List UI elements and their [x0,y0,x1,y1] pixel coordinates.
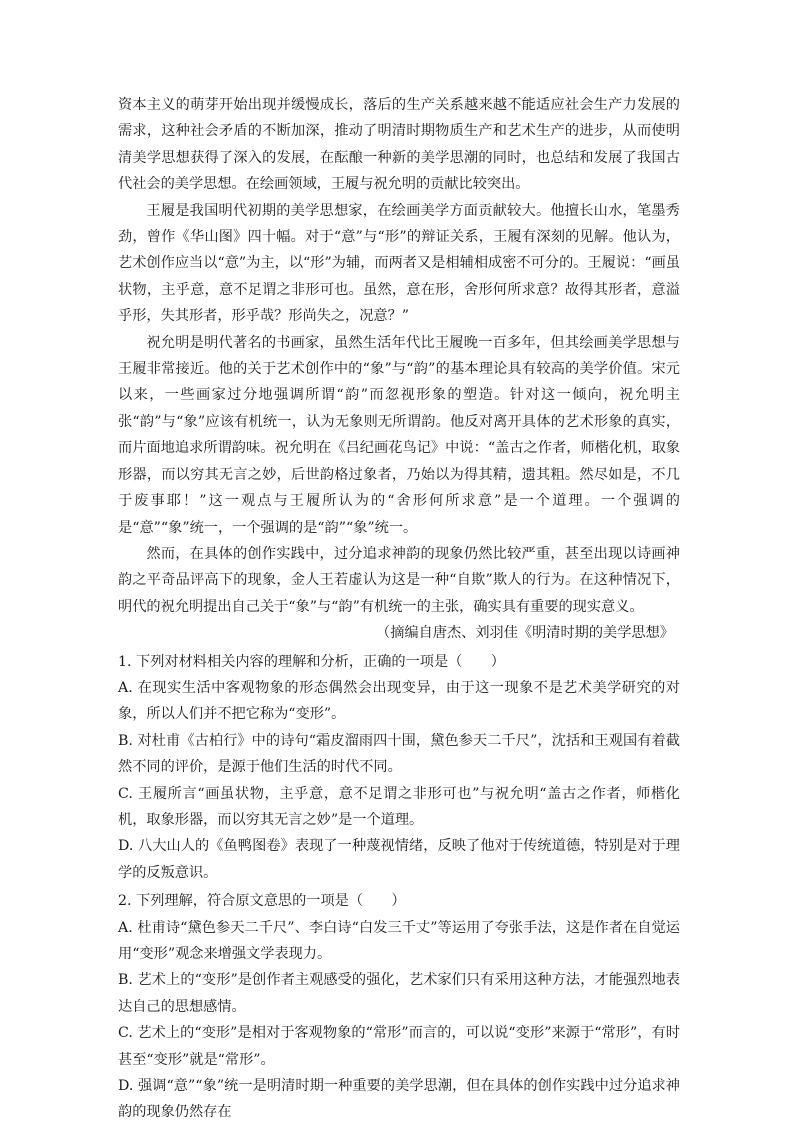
option-b: B. 对杜甫《古柏行》中的诗句“霜皮溜雨四十围，黛色参天二千尺”，沈括和王观国有着截然不同的评价，是源于他们生活的时代不同。 [118,732,680,776]
question-1 [118,649,680,887]
question-title: 1. 下列对材料相关内容的理解和分析，正确的一项是（ ） [118,653,505,670]
article-paragraph: 然而，在具体的创作实践中，过分追求神韵的现象仍然比较严重，甚至出现以诗画神韵之平奇品评高下的现象，金人王若虚认为这是一种“自欺”欺人的行为。在这种情况下，明代的祝允明提出自己关于“象”与“韵”有机统一的主张，确实具有重要的现实意义。 [118,545,680,615]
source-citation: （摘编自唐杰、刘羽佳《明清时期的美学思想》 [376,625,674,642]
article-paragraph: 王履是我国明代初期的美学思想家，在绘画美学方面贡献较大。他擅长山水，笔墨秀劲，曾作《华山图》四十幅。对于“意”与“形”的辩证关系，王履有深刻的见解。他认为，艺术创作应当以“意”为主，以“形”为辅，而两者又是相辅相成密不可分的。王履说：“画虽状物，主乎意，意不足谓之非形可也。虽然，意在形，舍形何所求意？故得其形者，意溢乎形，失其形者，形乎哉？形尚失之，况意？” [118,202,680,325]
option-a: A. 杜甫诗“黛色参天二千尺”、李白诗“白发三千丈”等运用了夸张手法，这是作者在自觉运用“变形”观念来增强文学表现力。 [118,919,680,962]
question-title: 2. 下列理解，符合原文意思的一项是（ ） [118,893,406,910]
option-d: D. 强调“意”“象”统一是明清时期一种重要的美学思潮，但在具体的创作实践中过分追求神韵的现象仍然存在 [118,1078,680,1121]
option-c: C. 王履所言“画虽状物，主乎意，意不足谓之非形可也”与祝允明“盖古之作者，师楷化机，取象形器，而以穷其无言之妙”是一个道理。 [118,785,680,828]
option-d: D. 八大山人的《鱼鸭图卷》表现了一种蔑视情绪，反映了他对于传统道德，特别是对于理学的反叛意识。 [118,838,680,881]
document-page [118,92,680,1126]
option-b: B. 艺术上的“变形”是创作者主观感受的强化，艺术家们只有采用这种方法，才能强烈地表达自己的思想感情。 [118,972,680,1015]
question-2 [118,888,680,1126]
option-a: A. 在现实生活中客观物象的形态偶然会出现变异，由于这一现象不是艺术美学研究的对象，所以人们并不把它称为“变形”。 [118,679,680,723]
article-paragraph: 资本主义的萌芽开始出现并缓慢成长，落后的生产关系越来越不能适应社会生产力发展的需求，这种社会矛盾的不断加深，推动了明清时期物质生产和艺术生产的进步，从而使明清美学思想获得了深入的发展，在酝酿一种新的美学思潮的同时，也总结和发展了我国古代社会的美学思想。在绘画领域，王履与祝允明的贡献比较突出。 [118,97,680,193]
article-paragraph: 祝允明是明代著名的书画家，虽然生活年代比王履晚一百多年，但其绘画美学思想与王履非常接近。他的关于艺术创作中的“象”与“韵”的基本理论具有较高的美学价值。宋元以来，一些画家过分地强调所谓“韵”而忽视形象的塑造。针对这一倾向，祝允明主张“韵”与“象”应该有机统一，认为无象则无所谓韵。他反对离开具体的艺术形象的真实，而片面地追求所谓韵味。祝允明在《吕纪画花鸟记》中说：“盖古之作者，师楷化机，取象形器，而以穷其无言之妙，后世韵格过象者，乃始以为得其精，遗其粗。然尽如是，不几于废事耶！”这一观点与王履所认为的“舍形何所求意”是一个道理。一个强调的是“意”“象”统一，一个强调的是“韵”“象”统一。 [118,334,680,536]
option-c: C. 艺术上的“变形”是相对于客观物象的“常形”而言的，可以说“变形”来源于“常形”，有时甚至“变形”就是“常形”。 [118,1025,680,1068]
